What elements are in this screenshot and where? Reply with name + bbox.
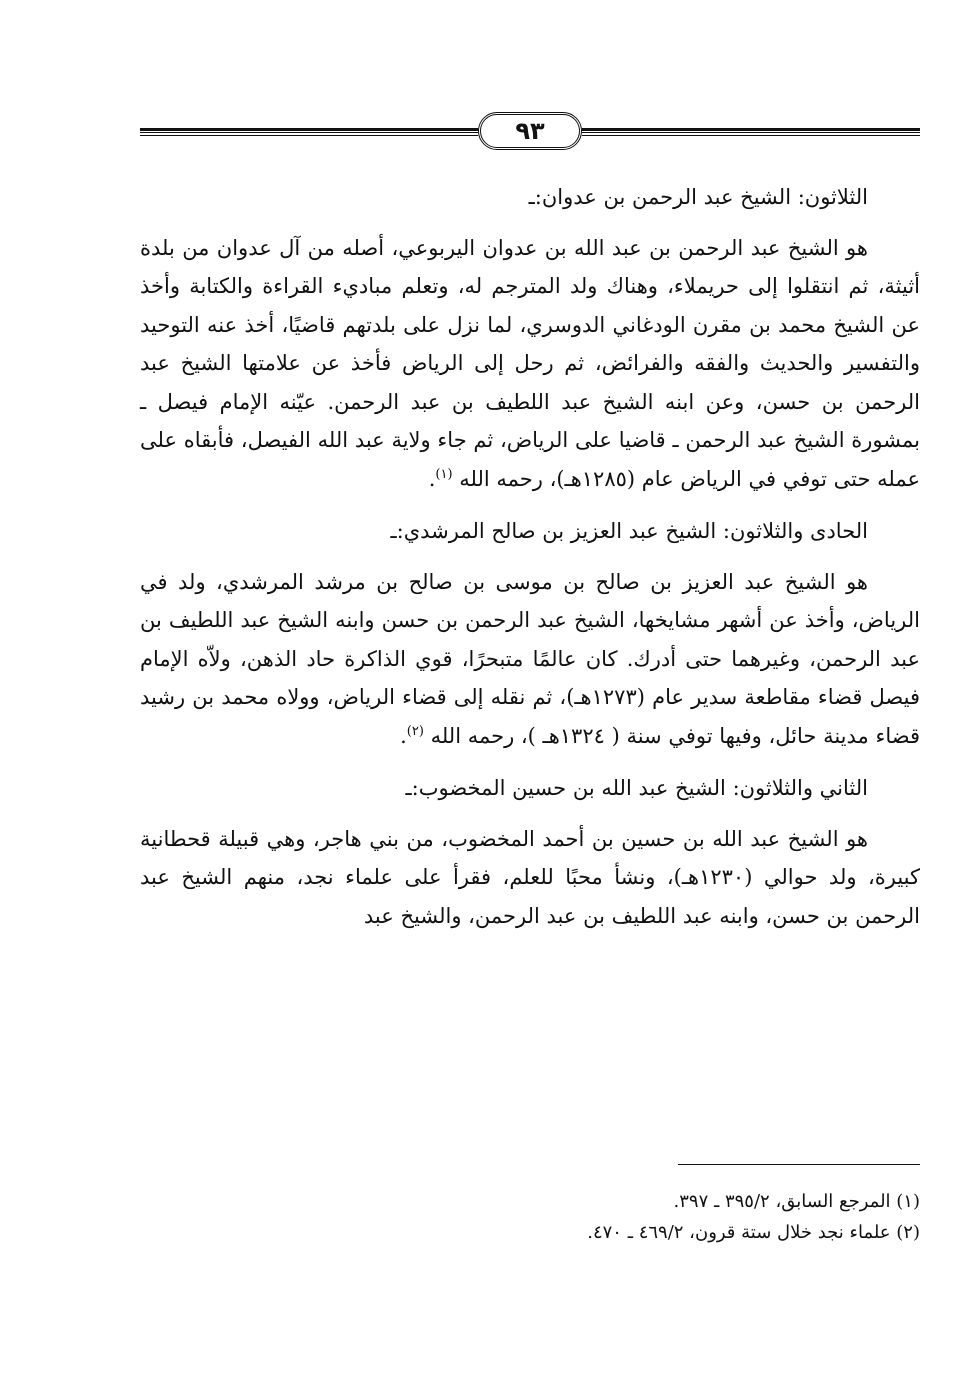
section-paragraph-30 <box>140 229 920 499</box>
paragraph-text: هو الشيخ عبد الله بن حسين بن أحمد المخضوب، من بني هاجر، وهي قبيلة قحطانية كبيرة، ولد حوالي (١٢٣٠هـ)، ونشأ محبًا للعلم، فقرأ على علماء نجد، منهم الشيخ عبد الرحمن بن حسن، وابنه عبد اللطيف بن عبد الرحمن، والشيخ عبد <box>140 826 921 928</box>
section-heading-30: الثلاثون: الشيخ عبد الرحمن بن عدوان:ـ <box>528 185 868 209</box>
section-paragraph-32 <box>140 820 920 936</box>
paragraph-text: هو الشيخ عبد العزيز بن صالح بن موسى بن صالح بن مرشد المرشدي، ولد في الرياض، وأخذ عن أشهر مشايخها، الشيخ عبد الرحمن بن حسن وابنه الشيخ عبد اللطيف بن عبد الرحمن، وغيرهما حتى أدرك. كان عالمًا متبحرًا، قوي الذاكرة حاد الذهن، ولاّه الإمام فيصل قضاء مقاطعة سدير عام (١٢٧٣هـ)، ثم نقله إلى قضاء الرياض، وولاه محمد بن رشيد قضاء مدينة حائل، وفيها توفي سنة ( ١٣٢٤هـ )، رحمه الله <box>140 569 920 748</box>
main-text <box>140 178 920 935</box>
footnote-ref-2: (٢) <box>406 723 424 739</box>
page-header <box>140 112 920 156</box>
footnote-ref-1: (١) <box>435 466 453 482</box>
paragraph-end: . <box>400 723 407 748</box>
header-rule-right <box>582 128 920 136</box>
footnote-1: (١) المرجع السابق، ٣٩٥/٢ ـ ٣٩٧. <box>673 1191 920 1212</box>
page-number: ٩٣ <box>478 112 582 150</box>
footnote-2: (٢) علماء نجد خلال ستة قرون، ٤٦٩/٢ ـ ٤٧٠. <box>587 1222 920 1243</box>
paragraph-text: هو الشيخ عبد الرحمن بن عبد الله بن عدوان اليربوعي، أصله من آل عدوان من بلدة أثيثة، ثم انتقلوا إلى حريملاء، وهناك ولد المترجم له، وتعلم مباديء القراءة والكتابة وأخذ عن الشيخ محمد بن مقرن الودغاني الدوسري، لما نزل على بلدتهم قاضيًا، أخذ عنه التوحيد والتفسير والحديث والفقه والفرائض، ثم رحل إلى الرياض فأخذ عن علامتها الشيخ عبد الرحمن بن حسن، وعن ابنه الشيخ عبد اللطيف بن عبد الرحمن. عيّنه الإمام فيصل ـ بمشورة الشيخ عبد الرحمن ـ قاضيا على الرياض، ثم جاء ولاية عبد الله الفيصل، فأبقاه على عمله حتى توفي في الرياض عام (١٢٨٥هـ)، رحمه الله <box>140 235 920 491</box>
paragraph-end: . <box>428 466 436 491</box>
footnote-separator <box>678 1164 920 1165</box>
footnotes <box>140 1186 920 1248</box>
header-rule-left <box>140 128 478 136</box>
section-heading-32: الثاني والثلاثون: الشيخ عبد الله بن حسين المخضوب:ـ <box>405 776 868 800</box>
section-paragraph-31 <box>140 563 920 756</box>
section-heading-31: الحادى والثلاثون: الشيخ عبد العزيز بن صالح المرشدي:ـ <box>390 519 868 543</box>
